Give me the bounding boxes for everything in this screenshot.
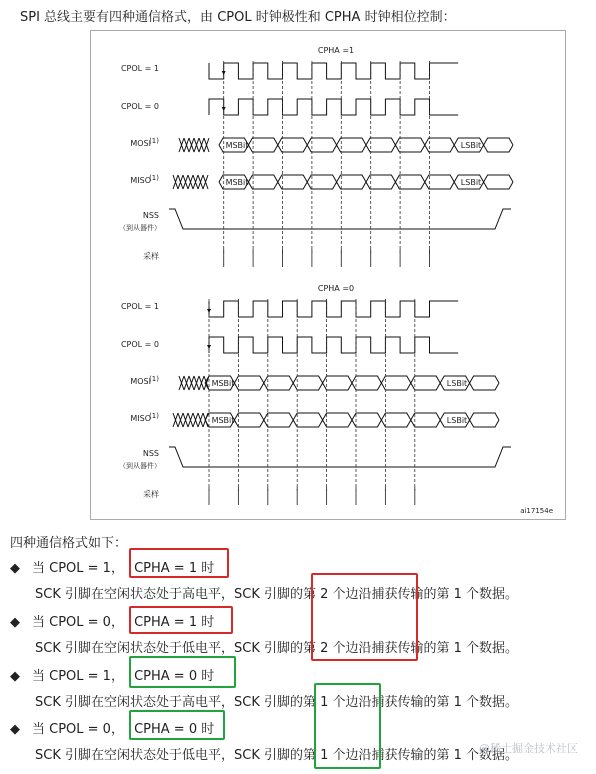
cpha0-highlight-box-2	[129, 710, 225, 740]
label-mosi-sup: (1)	[149, 375, 159, 383]
case-detail	[35, 583, 518, 602]
cpol1-clock-wave	[209, 301, 458, 317]
case-detail-b: 第 2 个边沿捕获传输的第 1 个数据。	[302, 641, 519, 656]
cpol0-clock-wave	[209, 99, 458, 115]
mosi-undefined-hatch	[179, 376, 209, 390]
timing-diagram-svg	[91, 31, 565, 519]
diamond-bullet-icon: ◆	[10, 722, 20, 737]
case-prefix: 当 CPOL = 0，	[32, 615, 124, 630]
miso-lsbit-label: LSBit	[446, 416, 468, 425]
watermark: @稀土掘金技术社区	[479, 742, 578, 755]
miso-undefined-hatch	[173, 413, 208, 427]
diamond-bullet-icon: ◆	[10, 669, 20, 684]
label-mosi: MOSI	[130, 377, 151, 386]
diamond-bullet-icon: ◆	[10, 561, 20, 576]
label-cpol1: CPOL = 1	[120, 64, 159, 73]
label-sample: 采样	[143, 252, 159, 261]
label-cpol0: CPOL = 0	[120, 340, 159, 349]
case-cpha: CPHA = 0 时	[134, 722, 215, 737]
diamond-bullet-icon: ◆	[10, 615, 20, 630]
capture-edge-arrow-icon	[222, 71, 226, 75]
miso-msbit-label: MSBit	[211, 416, 235, 425]
cpol0-clock-wave	[209, 337, 458, 353]
case-prefix: 当 CPOL = 1，	[32, 561, 124, 576]
case-detail	[35, 637, 518, 656]
cpha0-edge-highlight-box	[314, 683, 381, 769]
case-detail	[35, 744, 518, 763]
label-cpol1: CPOL = 1	[120, 302, 159, 311]
case-prefix: 当 CPOL = 1，	[32, 669, 124, 684]
case-cpha: CPHA = 1 时	[134, 561, 215, 576]
label-miso-sup: (1)	[149, 412, 159, 420]
capture-edge-arrow-icon	[222, 107, 226, 111]
case-cpha: CPHA = 0 时	[134, 669, 215, 684]
mosi-lsbit-label: LSBit	[446, 379, 468, 388]
spi-timing-diagram	[90, 30, 566, 520]
capture-edge-arrow-icon	[207, 345, 211, 349]
miso-lsbit-label: LSBit	[460, 178, 482, 187]
label-miso-sup: (1)	[149, 174, 159, 182]
intro-text: SPI 总线主要有四种通信格式，由 CPOL 时钟极性和 CPHA 时钟相位控制：	[20, 10, 456, 25]
case-detail-a: SCK 引脚在空闲状态处于高电平，SCK 引脚的	[35, 695, 303, 710]
case-detail-a: SCK 引脚在空闲状态处于高电平，SCK 引脚的	[35, 587, 303, 602]
mosi-msbit-label: MSBit	[225, 141, 249, 150]
summary-heading: 四种通信格式如下：	[10, 536, 128, 551]
case-cpha: CPHA = 1 时	[134, 615, 215, 630]
cpha1-highlight-box-2	[129, 606, 233, 634]
case-detail-b: 第 1 个边沿捕获传输的第 1 个数据。	[302, 748, 519, 763]
label-sample: 采样	[143, 490, 159, 499]
case-detail-b: 第 2 个边沿捕获传输的第 1 个数据。	[302, 587, 519, 602]
miso-msbit-label: MSBit	[225, 178, 249, 187]
mosi-lsbit-label: LSBit	[460, 141, 482, 150]
mosi-msbit-label: MSBit	[211, 379, 235, 388]
figure-id: ai17154e	[520, 507, 553, 515]
label-nss: NSS	[142, 211, 159, 220]
label-nss-sub: （到从器件）	[119, 462, 161, 470]
label-nss: NSS	[142, 449, 159, 458]
label-miso: MISO	[130, 414, 151, 423]
nss-wave	[169, 447, 511, 467]
cpol1-clock-wave	[209, 63, 458, 79]
label-cpol0: CPOL = 0	[120, 102, 159, 111]
case-detail-b: 第 1 个边沿捕获传输的第 1 个数据。	[302, 695, 519, 710]
label-nss-sub: （到从器件）	[119, 224, 161, 232]
nss-wave	[169, 209, 511, 229]
case-detail-a: SCK 引脚在空闲状态处于低电平，SCK 引脚的	[35, 641, 303, 656]
cpha1-edge-highlight-box	[311, 573, 418, 661]
cpha0-highlight-box-1	[129, 656, 236, 688]
label-mosi: MOSI	[130, 139, 151, 148]
panel-header: CPHA =0	[317, 284, 355, 293]
case-detail	[35, 691, 518, 710]
miso-undefined-hatch	[173, 175, 208, 189]
label-miso: MISO	[130, 176, 151, 185]
label-mosi-sup: (1)	[149, 137, 159, 145]
cpha1-highlight-box-1	[129, 548, 229, 578]
case-detail-a: SCK 引脚在空闲状态处于低电平，SCK 引脚的	[35, 748, 303, 763]
mosi-undefined-hatch	[179, 138, 209, 152]
panel-header: CPHA =1	[317, 46, 355, 55]
case-prefix: 当 CPOL = 0，	[32, 722, 124, 737]
capture-edge-arrow-icon	[207, 309, 211, 313]
